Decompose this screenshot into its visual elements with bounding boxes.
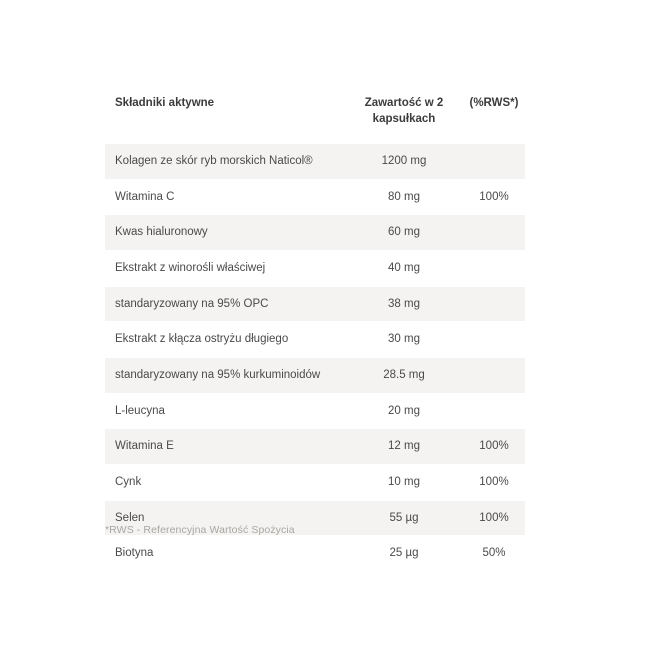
cell-ingredient-rws: 100% bbox=[459, 429, 525, 465]
cell-ingredient-amount: 20 mg bbox=[349, 393, 459, 429]
cell-ingredient-amount: 38 mg bbox=[349, 286, 459, 322]
cell-ingredient-name: Selen bbox=[105, 500, 349, 536]
table-row bbox=[105, 358, 525, 394]
cell-ingredient-rws: 50% bbox=[459, 536, 525, 572]
cell-ingredient-name: standaryzowany na 95% OPC bbox=[105, 286, 349, 322]
table-row bbox=[105, 286, 525, 322]
cell-ingredient-name: L-leucyna bbox=[105, 393, 349, 429]
cell-ingredient-rws bbox=[459, 215, 525, 251]
cell-ingredient-amount: 28.5 mg bbox=[349, 358, 459, 394]
cell-ingredient-amount: 40 mg bbox=[349, 251, 459, 287]
table-row bbox=[105, 536, 525, 572]
nutrition-table-wrapper bbox=[105, 96, 525, 572]
cell-ingredient-rws: 100% bbox=[459, 465, 525, 501]
cell-ingredient-amount: 60 mg bbox=[349, 215, 459, 251]
table-row bbox=[105, 465, 525, 501]
cell-ingredient-name: standaryzowany na 95% kurkuminoidów bbox=[105, 358, 349, 394]
column-header-ingredients: Składniki aktywne bbox=[115, 97, 215, 109]
table-row bbox=[105, 179, 525, 215]
column-header-amount: Zawartość w 2 kapsułkach bbox=[364, 97, 444, 125]
cell-ingredient-rws: 100% bbox=[459, 500, 525, 536]
cell-ingredient-amount: 25 µg bbox=[349, 536, 459, 572]
cell-ingredient-rws bbox=[459, 251, 525, 287]
cell-ingredient-amount: 80 mg bbox=[349, 179, 459, 215]
cell-ingredient-name: Biotyna bbox=[105, 536, 349, 572]
cell-ingredient-rws bbox=[459, 322, 525, 358]
table-row bbox=[105, 429, 525, 465]
table-row bbox=[105, 393, 525, 429]
cell-ingredient-amount: 30 mg bbox=[349, 322, 459, 358]
cell-ingredient-name: Witamina E bbox=[105, 429, 349, 465]
cell-ingredient-amount: 1200 mg bbox=[349, 144, 459, 180]
cell-ingredient-rws bbox=[459, 286, 525, 322]
cell-ingredient-name: Witamina C bbox=[105, 179, 349, 215]
cell-ingredient-name: Ekstrakt z kłącza ostryżu długiego bbox=[105, 322, 349, 358]
table-header bbox=[105, 96, 525, 144]
cell-ingredient-rws bbox=[459, 358, 525, 394]
cell-ingredient-name: Ekstrakt z winorośli właściwej bbox=[105, 251, 349, 287]
column-header-rws: (%RWS*) bbox=[469, 97, 519, 109]
cell-ingredient-rws: 100% bbox=[459, 179, 525, 215]
nutrition-table bbox=[105, 96, 525, 572]
table-footnote: *RWS - Referencyjna Wartość Spożycia bbox=[105, 524, 295, 536]
cell-ingredient-amount: 10 mg bbox=[349, 465, 459, 501]
cell-ingredient-name: Kolagen ze skór ryb morskich Naticol® bbox=[105, 144, 349, 180]
table-row bbox=[105, 251, 525, 287]
cell-ingredient-amount: 12 mg bbox=[349, 429, 459, 465]
cell-ingredient-amount: 55 µg bbox=[349, 500, 459, 536]
table-row bbox=[105, 322, 525, 358]
table-body bbox=[105, 144, 525, 572]
table-row bbox=[105, 144, 525, 180]
table-header-row bbox=[105, 96, 525, 144]
cell-ingredient-rws bbox=[459, 144, 525, 180]
cell-ingredient-rws bbox=[459, 393, 525, 429]
cell-ingredient-name: Kwas hialuronowy bbox=[105, 215, 349, 251]
table-row bbox=[105, 215, 525, 251]
cell-ingredient-name: Cynk bbox=[105, 465, 349, 501]
